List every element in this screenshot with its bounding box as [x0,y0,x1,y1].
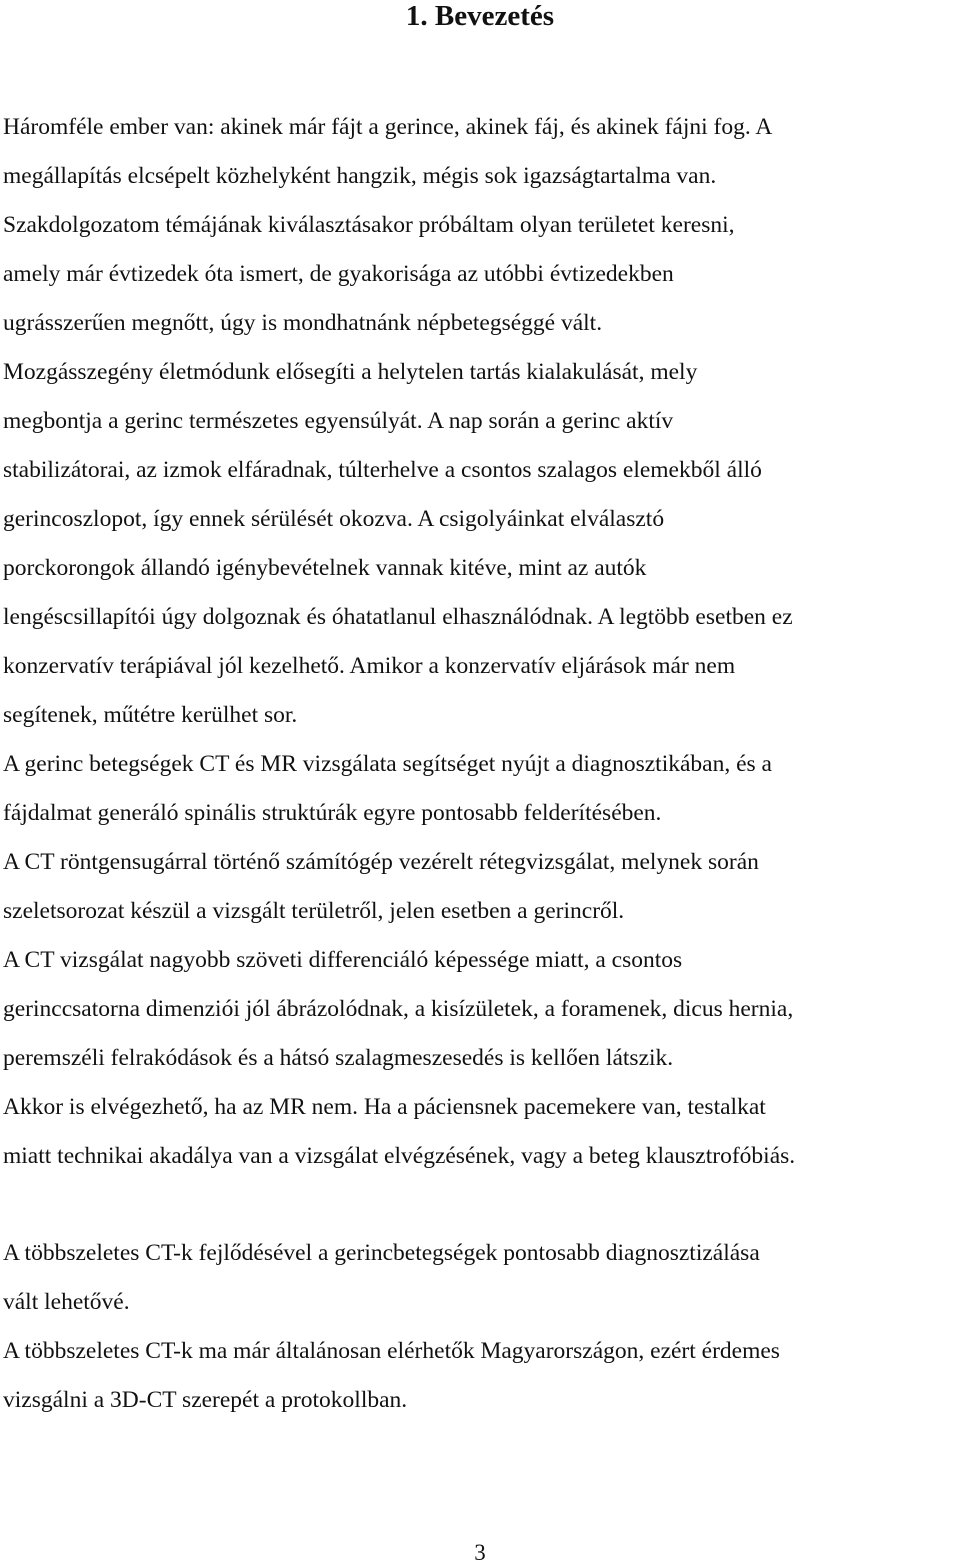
page-number: 3 [474,1540,486,1565]
section-heading: 1. Bevezetés [405,0,555,32]
text-line: Szakdolgozatom témájának kiválasztásakor próbáltam olyan területet keresni, [3,212,735,238]
text-line: fájdalmat generáló spinális struktúrák egyre pontosabb felderítésében. [3,800,662,826]
text-line: segítenek, műtétre kerülhet sor. [3,702,298,728]
text-line: stabilizátorai, az izmok elfáradnak, túlterhelve a csontos szalagos elemekből álló [3,457,762,483]
text-line: porckorongok állandó igénybevételnek vannak kitéve, mint az autók [3,555,647,581]
text-line: A gerinc betegségek CT és MR vizsgálata segítséget nyújt a diagnosztikában, és a [3,751,772,777]
paragraph-ct-definition [3,838,960,936]
text-line: amely már évtizedek óta ismert, de gyakorisága az utóbbi évtizedekben [3,261,674,287]
text-line: gerincoszlopot, így ennek sérülését okozva. A csigolyáinkat elválasztó [3,506,665,532]
paragraph-ct-mr [3,740,960,838]
text-line: A CT röntgensugárral történő számítógép vezérelt rétegvizsgálat, melynek során [3,849,759,875]
paragraph-multislice-availability [3,1327,960,1425]
text-line: gerinccsatorna dimenziói jól ábrázolódnak, a kisízületek, a foramenek, dicus hernia, [3,996,794,1022]
paragraph-ct-advantages [3,936,960,1083]
paragraph-ct-when-mr-not [3,1083,960,1181]
text-line: megállapítás elcsépelt közhelyként hangzik, mégis sok igazságtartalma van. [3,163,717,189]
text-line: vált lehetővé. [3,1289,130,1315]
text-line: szeletsorozat készül a vizsgált területről, jelen esetben a gerincről. [3,898,625,924]
text-line: A többszeletes CT-k ma már általánosan elérhetők Magyarországon, ezért érdemes [3,1338,780,1364]
text-line: Akkor is elvégezhető, ha az MR nem. Ha a páciensnek pacemekere van, testalkat [3,1094,766,1120]
text-line: Háromféle ember van: akinek már fájt a gerince, akinek fáj, és akinek fájni fog. A [3,114,773,140]
text-line: konzervatív terápiával jól kezelhető. Amikor a konzervatív eljárások már nem [3,653,736,679]
paragraph-multislice-development [3,1229,960,1327]
text-line: A CT vizsgálat nagyobb szöveti differenciáló képessége miatt, a csontos [3,947,683,973]
text-line: lengéscsillapítói úgy dolgoznak és óhatatlanul elhasználódnak. A legtöbb esetben ez [3,604,793,630]
text-line: miatt technikai akadálya van a vizsgálat elvégzésének, vagy a beteg klausztrofóbiás. [3,1143,796,1169]
text-line: A többszeletes CT-k fejlődésével a gerincbetegségek pontosabb diagnosztizálása [3,1240,760,1266]
text-line: peremszéli felrakódások és a hátsó szalagmeszesedés is kellően látszik. [3,1045,674,1071]
text-line: Mozgásszegény életmódunk elősegíti a helytelen tartás kialakulását, mely [3,359,698,385]
text-line: megbontja a gerinc természetes egyensúlyát. A nap során a gerinc aktív [3,408,674,434]
text-line: ugrásszerűen megnőtt, úgy is mondhatnánk népbetegséggé vált. [3,310,603,336]
paragraph-intro [3,103,960,740]
text-line: vizsgálni a 3D-CT szerepét a protokollban. [3,1387,408,1413]
